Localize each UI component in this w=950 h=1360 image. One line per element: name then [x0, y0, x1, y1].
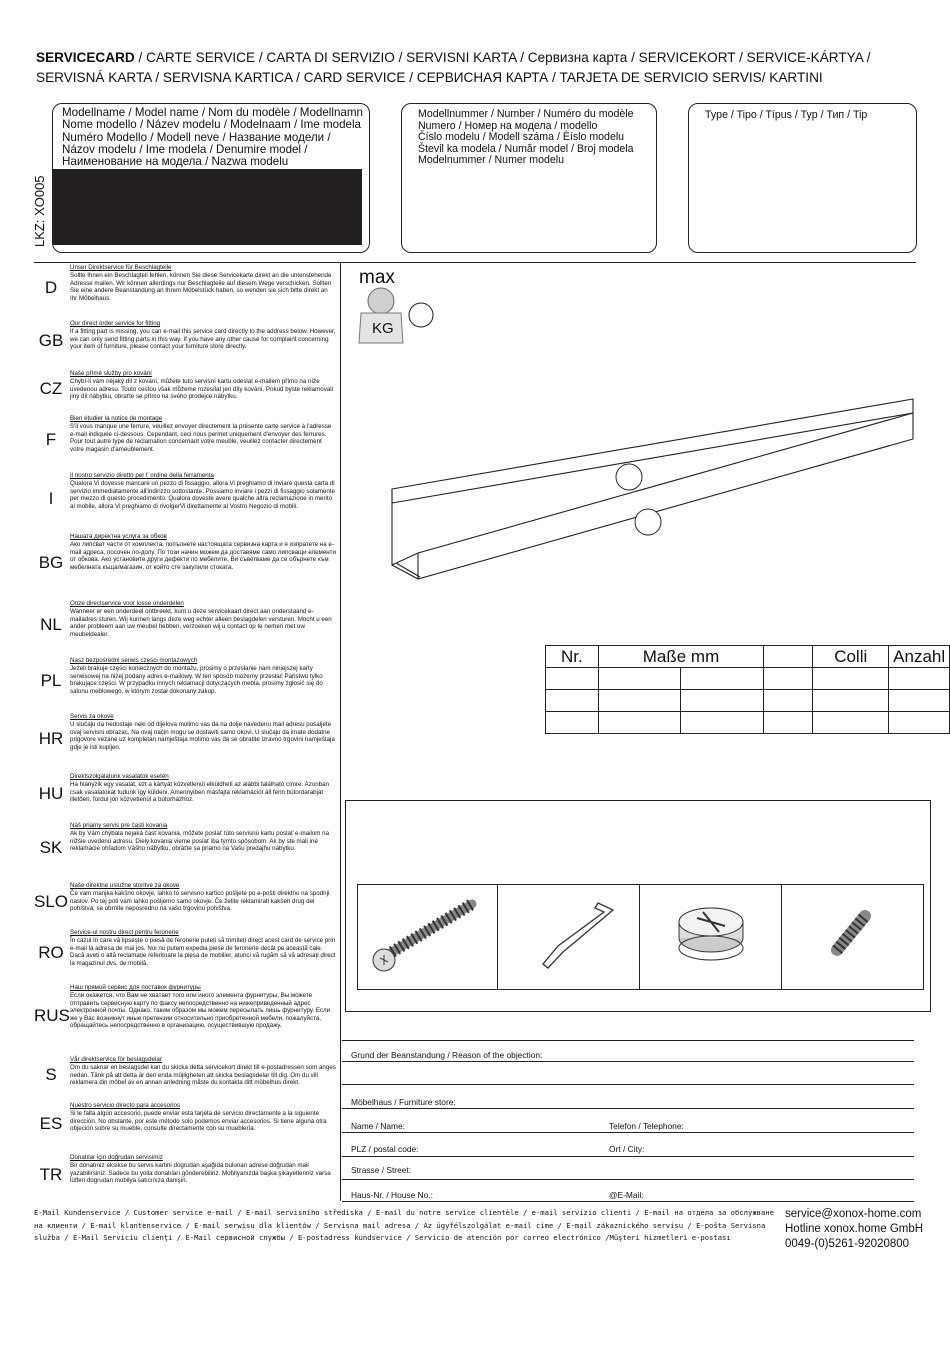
- top-separator: [34, 262, 916, 263]
- table-cell[interactable]: [889, 668, 950, 690]
- language-heading: Unser Direktservice für Beschlagteile: [70, 264, 172, 271]
- table-row: [546, 690, 950, 712]
- model-name-labels: [62, 107, 363, 168]
- plz-label: PLZ / postal code:: [351, 1144, 419, 1154]
- reason-label: Grund der Beanstandung / Reason of the objection:: [351, 1050, 543, 1060]
- language-body: Если окажется, что Вам не хватает того или иного элемента фурнитуры, Вы можете отправить сервисную карту по факсу непосредственно на нижеприведенный адрес электронной почты. Однако, таким образом мы можем пересылать лишь фурнитуру. Если же у Вас возникнут иные претензии относительно приобретенной мебели, пожалуйста, обращайтесь непосредственно в организацию, осуществившую продажу.: [70, 992, 331, 1030]
- phone-label: Telefon / Telephone:: [609, 1121, 684, 1131]
- language-heading: Náš priamy servis pre časti kovania: [70, 822, 168, 829]
- type-box: [688, 103, 917, 253]
- form-line: [342, 1040, 914, 1041]
- language-heading: Naše přímé služby pro kování: [70, 370, 152, 377]
- language-code: RUS: [34, 1006, 70, 1025]
- form-line: [342, 1179, 914, 1180]
- table-cell[interactable]: [681, 690, 764, 712]
- language-body: Bir donatınız eksikse bu servis kartini dogrudan aşağıda bulunan adrese doğrudan mail yazabilirsiniz. Sadece bu yolla donatıları gönderebiliriz. Mobilyanızda başka şikayetleriniz varsa lütfen dogrudan mobilya satıcınıza danişin.: [70, 1162, 331, 1185]
- hotline-label: Hotline xonox.home GmbH: [785, 1223, 924, 1235]
- vertical-model-code: LKZ: XO005: [32, 175, 47, 247]
- language-code: I: [48, 489, 54, 508]
- name-label: Name / Name:: [351, 1121, 405, 1131]
- language-instructions: [34, 264, 340, 1204]
- language-block: [34, 984, 368, 1056]
- language-code: GB: [38, 331, 64, 350]
- language-heading: Our direct order service for fitting: [70, 320, 161, 327]
- language-code: ES: [39, 1114, 63, 1133]
- language-heading: Direktszolgálatunk vasalatok esetén: [70, 773, 169, 780]
- table-row: [546, 712, 950, 734]
- table-cell[interactable]: [598, 712, 681, 734]
- title-line1-rest: / CARTE SERVICE / CARTA DI SERVIZIO / SERVISNI KARTA / Сервизна карта / SERVICEKORT / SERVICE-KÁRTYA /: [134, 50, 871, 65]
- type-label: Type / Tipo / Típus / Typ / Тип / Tip: [705, 109, 868, 121]
- dimensions-table: [545, 645, 950, 734]
- table-cell[interactable]: [889, 712, 950, 734]
- table-cell[interactable]: [813, 712, 889, 734]
- language-code: SLO: [34, 892, 69, 911]
- kg-label: KG: [372, 320, 394, 337]
- store-label: Möbelhaus / Furniture store:: [351, 1097, 456, 1107]
- language-code: TR: [39, 1165, 63, 1184]
- language-body: Si le falta algún accesorio, puede enviar esta tarjeta de servicio directamente a la siguiente dirección. No obstante, por este método solo podemos enviar accesorios. Si tiene alguna otra objeción sobre su mueble, consulte directamente con su mueblería.: [70, 1110, 327, 1133]
- max-label: max: [359, 267, 395, 288]
- model-name-line: Наименование на модела / Nazwa modelu: [62, 155, 289, 169]
- fitting-divider: [639, 884, 640, 989]
- language-heading: Наш прямой сервис для поставок фурнитуры: [70, 984, 201, 991]
- model-number-line: Modellnummer / Number / Numéro du modèle: [418, 108, 634, 120]
- language-body: Chybí-li vám nějaký díl z kování, můžete tuto servisní kartu odeslat e-mailem přímo na níže uvedenou adresu. Touto cestou však můžeme rozesílat jen díly kování. Pokud byste reklamovali jiný díl nábytku, obraťte se přímo na svého prodejce nábytku.: [70, 378, 333, 401]
- service-email-link[interactable]: service@xonox-home.com: [785, 1208, 922, 1220]
- language-body: Če vam manjka kakšno okovje, lahko to servisno kartico pošljete po e-pošti direktno na spodnji naslov. Po tej poti vam lahko pošljemo samo okovje. Če želite reklamirati kakšen drug del pohištva, se obrnite neposredno na vašo trgovino pohištva.: [70, 890, 330, 913]
- form-line: [342, 1108, 914, 1109]
- language-body: Wanneer er een onderdeel ontbreekt, kunt u deze servicekaart direct aan onderstaand e-mailadres sturen. Wij kunnen langs deze weg echter alleen beslagdelen versturen. Mocht u een ander probleem aan uw meubel hebben, verzoeken wij u contact op te nemen met uw meubeldealer.: [70, 608, 332, 638]
- email-label: @E-Mail:: [609, 1190, 644, 1200]
- language-block: [34, 264, 368, 320]
- language-heading: Nuestro servicio directo para accesorios: [70, 1102, 181, 1109]
- language-body: Ak by Vám chýbala nejaká časť kovania, môžete poslať túto servisnú kartu poslať e-mailom na nižšie uvedenú adresu. Diely kovania vieme poslať iba týmto spôsobom. Ak by ste mali iné reklamácie ohľadom Vášho nábytku, obráťte sa priamo na Vašu predajňu nábytku.: [70, 830, 330, 853]
- footer-email-caption: E-Mail Kundenservice / Customer service e-mail / E-mail servisního střediska / E-mail du notre service clientèle / e-mail servizio clienti / E-mail на отдела за обслужване на клиенти / E-mail klantenservice / E-mail serwisu dla klientów / Servisna mail adresa / Az ügyfélszolgálat e-mail címe / E-mail zákaznického servisu / E-pošta Servisna služba / E-Mail Serviciu clienţi / E-Mail сервисной службы / E-postadress kundservice / Servicio de atención por correo electrónico /Müşteri hizmetleri e-postası: [34, 1208, 774, 1242]
- title-line2: SERVISNÁ KARTA / SERVISNA KARTICA / CARD SERVICE / СЕРВИСНАЯ КАРТА / TARJETA DE SERVICIO SERVIS/ KARTINI: [36, 70, 823, 85]
- reason-field[interactable]: [342, 1062, 914, 1084]
- table-cell[interactable]: [764, 712, 813, 734]
- language-block: [34, 822, 368, 882]
- title-servicecard: SERVICECARD: [36, 50, 135, 65]
- language-block: [34, 929, 368, 984]
- language-body: Jeżeli brakuje części koniecznych do montażu, prosimy o przesłanie nam niniejszej karty serwisowej na niżej podany adres e-mailowy. W ten sposób możemy przesłać Państwu tylko brakujące części. W przypadku innych reklamacji dotyczących mebla, prosimy zgłosić się do salonu meblowego, w którym został dokonany zakup.: [70, 665, 323, 695]
- dowel-icon: [787, 888, 919, 984]
- language-code: RO: [38, 943, 64, 962]
- header-anzahl: Anzahl: [889, 646, 950, 668]
- table-cell[interactable]: [681, 668, 764, 690]
- language-code: CZ: [39, 379, 63, 398]
- shelf-drawing: [380, 395, 920, 595]
- language-body: Ha hiányzik egy vasalat, ezt a kártyát közvetlenül elküldheti az alábbi található címre. Azonban csak vasalatokat tudunk így küldeni. Amennyiben másfajta reklamációt áll fenn bútordarabját illetően, fordul jon közvetlenül a bútorházhoz.: [70, 781, 329, 804]
- form-line: [342, 1084, 914, 1085]
- table-cell[interactable]: [764, 668, 813, 690]
- language-block: [34, 1102, 368, 1154]
- fitting-divider: [781, 884, 782, 989]
- language-body: Ако липсват части от комплекта, попълнете настоящата сервизна карта и я изпратете на e-mail адреса, посочен по-долу. По този начин можем да доставяме само липсващи елементи от обкова. Ако установите други дефекти по мебелите, Ви съветваме да се обърнете към мебелната къща/магазин, от който сте закупили стоката.: [70, 541, 336, 571]
- language-block: [34, 600, 368, 657]
- language-code: HU: [38, 784, 64, 803]
- model-name-line: Modellname / Model name / Nom du modèle / Modellnamn: [62, 106, 363, 119]
- language-code: HR: [38, 729, 64, 748]
- street-label: Strasse / Street:: [351, 1165, 412, 1175]
- language-body: Om du saknar en beslagsdel kan du skicka detta servicekort direkt till e-postadressen som anges nedan. Tänk på att detta är den enda möjligheten att skicka beslagsdelar till dig. Om du vill reklamera din möbel av en annan anledning måste du kontakta ditt möbelhus direkt.: [70, 1064, 336, 1087]
- language-block: [34, 882, 368, 929]
- page-title: [36, 48, 936, 88]
- language-block: [34, 1056, 368, 1102]
- house-label: Haus-Nr. / House No.:: [351, 1190, 433, 1200]
- language-block: [34, 370, 368, 415]
- table-cell[interactable]: [598, 690, 681, 712]
- language-heading: Naše direktne uslužne storitve za okove: [70, 882, 180, 889]
- form-line: [342, 1156, 914, 1157]
- header-nr: Nr.: [546, 646, 599, 668]
- screw-icon: [362, 888, 494, 984]
- language-block: [34, 472, 368, 533]
- language-code: SK: [39, 838, 63, 857]
- city-label: Ort / City:: [609, 1144, 645, 1154]
- cam-lock-icon: [645, 888, 777, 984]
- language-body: În cazul în care vă lipsește o piesă de feronerie puteți să trimiteți direct acest card de service prin e-mail la adresa de mai jos. Noi nu putem expedia piese de feronerie decât pe această cale. Dacă aveți o altă reclamație referitoare la piesa de mobilier, atunci vă rugăm să vă adresați direct la magazinul dvs. de mobilă.: [70, 937, 336, 967]
- fitting-divider: [497, 884, 498, 989]
- table-cell[interactable]: [598, 668, 681, 690]
- language-block: [34, 320, 368, 370]
- model-number-labels: [418, 109, 634, 167]
- language-body: S'il vous manque une ferrure, veuillez envoyer directement la présente carte service à l'adresse e-mail indiquée ci-dessous. Cependant, ceci nous permet uniquement d'envoyer des ferrures. Pour tout autre type de réclamation concernant votre meuble, veuillez contacter directement votre magasin d'ameublement.: [70, 423, 332, 453]
- footer-contact: [785, 1207, 923, 1252]
- model-name-line: Numéro Modello / Modell neve / Название модели /: [62, 130, 331, 144]
- language-heading: Service-ul nostru direct pentru feronerie: [70, 929, 179, 936]
- language-block: [34, 1154, 368, 1204]
- language-body: Sollte Ihnen ein Beschlagteil fehlen, können Sie diese Servicekarte direkt an die untenstehende Adresse mailen. Wir können allerdings nur Beschlagteile auf diesem Wege verschicken. Sollten Sie eine andere Beanstandung an Ihrem Möbelstück haben, so wenden sie sich bitte direkt an Ihr Möbelhaus.: [70, 272, 332, 302]
- language-block: [34, 713, 368, 773]
- language-code: D: [44, 278, 58, 297]
- language-block: [34, 533, 368, 600]
- weight-icon: [355, 287, 445, 352]
- table-cell[interactable]: [764, 690, 813, 712]
- language-body: U slučaju da nedostaje neki od dijelova molimo vas da na dolje navedenu mail adresu pošaljete ovaj servisni obrazac. Na ovaj način mogu se dostaviti samo okovi. U slučaju da imate dodatne prigovore vezane uz kompletan namještaja molimo vas da se obratite izravno trgovini namještaja gdje je isti kupljen.: [70, 721, 335, 751]
- table-cell[interactable]: [681, 712, 764, 734]
- form-line: [342, 1132, 914, 1133]
- header-masse: Maße mm: [598, 646, 764, 668]
- table-header-row: [546, 646, 950, 668]
- model-name-line: Nome modello / Název modelu / Modelnaam / Ime modela: [62, 118, 361, 132]
- table-row: [546, 668, 950, 690]
- header-colli: Colli: [813, 646, 889, 668]
- allen-key-icon: [503, 888, 635, 984]
- model-number-line: Numero / Номер на модела / modello: [418, 119, 598, 132]
- language-code: BG: [38, 553, 64, 572]
- language-heading: Donatılar için doğrudan servisimiz: [70, 1154, 163, 1161]
- language-heading: Il nostro servizio diretto per l' ordine della ferramenta: [70, 472, 214, 479]
- language-code: S: [45, 1065, 57, 1084]
- model-number-line: Modelnummer / Numer modelu: [418, 154, 565, 166]
- language-heading: Нашата директна услуга за обков: [70, 533, 167, 540]
- model-number-line: Števil ka modela / Număr model / Broj modela: [418, 142, 634, 155]
- table-cell[interactable]: [813, 668, 889, 690]
- language-heading: Servis za okove: [70, 713, 114, 720]
- language-body: If a fitting part is missing, you can e-mail this service card directly to the address below. However, we can only send fitting parts in this way. If you have any other cause for complaint concerning your item of furniture, please contact your furniture store directly.: [70, 328, 336, 351]
- language-body: Qualora Vi dovesse mancare un pezzo di fissaggio, allora Vi preghiamo di inviare questa carta di servizio immediatamente all'indirizzo sottostante. Possiamo inviare i pezzi di fissaggio solamente per mezzo di questo procedimento. Qualora doveste avere qualche altra reclamazione in merito al mobile, allora Vi preghiamo di rivolgerVi direttamente al Vostro Negozio di mobili.: [70, 480, 335, 510]
- hotline-phone: 0049-(0)5261-92020800: [785, 1238, 910, 1250]
- table-cell[interactable]: [813, 690, 889, 712]
- model-name-line: Názov modelu / Ime modela / Denumire model /: [62, 142, 308, 156]
- language-heading: Vår direktservice för beslagsdelar: [70, 1056, 162, 1063]
- table-cell[interactable]: [889, 690, 950, 712]
- language-heading: Onze directservice voor losse onderdelen: [70, 600, 184, 607]
- language-code: PL: [40, 671, 62, 690]
- language-code: NL: [40, 615, 62, 634]
- language-block: [34, 657, 368, 713]
- form-line: [342, 1201, 914, 1202]
- language-heading: Nasz bezpośredni serwis części montażowych: [70, 657, 198, 664]
- model-number-line: Číslo modelu / Modell száma / Èíslo modelu: [418, 131, 625, 143]
- language-block: [34, 773, 368, 822]
- language-heading: Bien étudier la notice de montage: [70, 415, 163, 422]
- language-block: [34, 415, 368, 472]
- model-name-field: [53, 169, 362, 245]
- language-code: F: [45, 430, 57, 449]
